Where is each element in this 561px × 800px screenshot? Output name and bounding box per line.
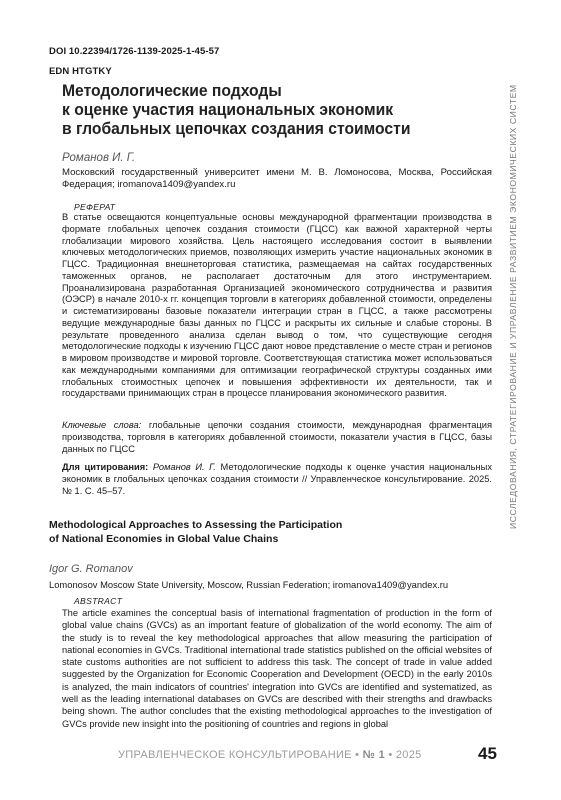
keywords-text: глобальные цепочки создания стоимости, международная фрагментация производства, торговля в категориях добавленной стоимости, показатели участия в ГЦСС, базы данных по ГЦСС <box>62 420 492 454</box>
title-en-line-1: Methodological Approaches to Assessing the Participation <box>49 519 343 531</box>
affiliation-en: Lomonosov Moscow State University, Moscow, Russian Federation; iromanova1409@yandex.ru <box>49 579 449 590</box>
citation-label: Для цитирования: <box>62 462 149 472</box>
side-rubric: ИССЛЕДОВАНИЯ, СТРАТЕГИРОВАНИЕ И УПРАВЛЕНИЕ РАЗВИТИЕМ ЭКОНОМИЧЕСКИХ СИСТЕМ <box>508 84 518 529</box>
citation-text: Методологические подходы к оценке участия национальных экономик в глобальных цепочках создания стоимости // Управленческое консультирование. 2025. № 1. С. 45–57. <box>62 462 492 496</box>
abstract-en: The article examines the conceptual basis of international fragmentation of production in the form of global value chains (GVCs) as an important feature of globalization of the world economy. The aim of the study is to reveal the key methodological approaches that allow measuring the participation of national economies in GVCs. Traditional international trade statistics published on the official websites of state customs authorities are not sufficient to address this task. The concept of trade in value added suggested by the Organization for Economic Cooperation and Development (OECD) in the early 2010s is analyzed, the main indicators of countries' integration into GVCs are identified and systematized, as well as the leading international databases on GVCs are described with their strengths and drawbacks being shown. The author concludes that the existing methodological approaches to the investigation of GVCs provide new insight into the positioning of countries and regions in global <box>62 608 492 729</box>
footer-issue: № 1 <box>362 749 386 761</box>
footer-journal-name: УПРАВЛЕНЧЕСКОЕ КОНСУЛЬТИРОВАНИЕ <box>118 749 352 761</box>
keywords-block <box>62 420 492 455</box>
page-number: 45 <box>478 744 497 763</box>
abstract-ru: В статье освещаются концептуальные основы международной фрагментации производства в формате глобальных цепочек создания стоимости (ГЦСС) как важной характерной черты глобализации мирового хозяйства. Цель настоящего исследования состоит в выявлении ключевых методологических приемов, позволяющих измерить участие национальных экономик в ГЦСС. Традиционная внешнеторговая статистика, размещаемая на сайтах государственных таможенных органов, не располагает достаточным для этого инструментарием. Проанализирована разработанная Организацией экономического сотрудничества и развития (ОЭСР) в начале 2010-х гг. концепция торговли в категориях добавленной стоимости, определены и систематизированы базовые показатели интеграции стран в ГЦСС, а также рассмотрены ведущие международные базы данных по ГЦСС и раскрыты их сильные и слабые стороны. В результате проведенного анализа сделан вывод о том, что существующие сегодня методологические подходы к изучению ГЦСС дают новое представление о месте стран и регионов в мировом производстве и мировой торговле. Соответствующая статистика может использоваться как международными компаниями для оптимизации географической структуры созданных ими глобальных стоимостных цепочек и повышения эффективности их деятельности, так и государствами принимающих стран в процессе планирования экономического развития. <box>62 212 493 399</box>
footer-year: 2025 <box>395 749 422 761</box>
title-ru-line-1: Методологические подходы <box>62 82 282 100</box>
title-ru-line-2: к оценке участия национальных экономик <box>62 101 394 119</box>
citation-block <box>62 462 492 497</box>
title-ru-line-3: в глобальных цепочках создания стоимости <box>62 120 411 138</box>
article-title-ru <box>62 82 461 139</box>
article-title-en <box>49 518 469 546</box>
abstract-label-en: ABSTRACT <box>74 596 123 606</box>
keywords-label: Ключевые слова: <box>62 420 142 430</box>
doi-identifier: DOI 10.22394/1726-1139-2025-1-45-57 <box>49 46 220 57</box>
citation-author: Романов И. Г. <box>152 462 216 472</box>
author-en: Igor G. Romanov <box>49 563 133 575</box>
edn-identifier: EDN HTGTKY <box>49 66 112 77</box>
title-en-line-2: of National Economies in Global Value Chains <box>49 533 279 545</box>
abstract-label-ru: РЕФЕРАТ <box>74 202 116 212</box>
author-ru: Романов И. Г. <box>62 152 136 164</box>
affiliation-ru: Московский государственный университет имени М. В. Ломоносова, Москва, Российская Федерация; iromanova1409@yandex.ru <box>62 167 492 190</box>
footer-journal: УПРАВЛЕНЧЕСКОЕ КОНСУЛЬТИРОВАНИЕ • № 1 • 2025 <box>118 749 422 761</box>
